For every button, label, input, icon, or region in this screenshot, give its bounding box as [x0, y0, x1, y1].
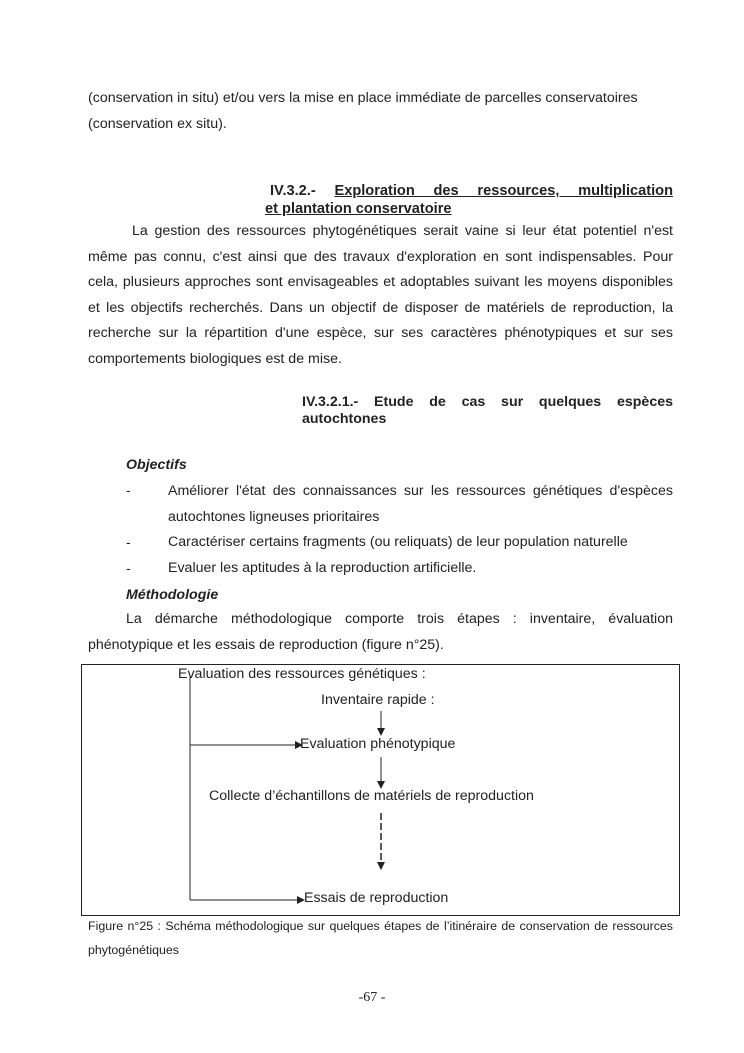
exploration-paragraph: La gestion des ressources phytogénétiques serait vaine si leur état potentiel n'est même pas connu, c'est ainsi que des travaux d'exploration en sont indispensables. Pour cela, plusieurs approches sont envisageables et adoptables suivant les moyens disponibles et les objectifs recherchés. Dans un objectif de disposer de matériels de reproduction, la recherche sur la répartition d'une espèce, sur ses caractères phénotypiques et sur ses comportements biologiques est de mise.: [88, 223, 673, 367]
subsection-heading-line-1: IV.3.2.1.- Etude de cas sur quelques espèces: [302, 394, 673, 410]
diagram-root-label: Evaluation des ressources génétiques :: [178, 666, 426, 682]
section-title-part-2: et plantation conservatoire: [265, 201, 452, 217]
objectif-item-1: Améliorer l'état des connaissances sur les ressources génétiques d'espèces autochtones ligneuses prioritaires: [168, 483, 673, 525]
figure-caption: Figure n°25 : Schéma méthodologique sur quelques étapes de l’itinéraire de conservation de ressources phytogénétiques: [88, 919, 673, 957]
page-number: -67 -: [358, 990, 386, 1005]
objectif-item-3: Evaluer les aptitudes à la reproduction artificielle.: [168, 560, 477, 576]
section-heading-line-1: [270, 183, 673, 200]
subsection-heading-line-2: autochtones: [302, 411, 387, 427]
objectif-item-2: Caractériser certains fragments (ou reliquats) de leur population naturelle: [168, 534, 628, 550]
methodology-diagram: [81, 664, 680, 916]
objectif-dash-2: -: [126, 535, 131, 551]
objectif-dash-1: -: [126, 483, 131, 499]
section-number: IV.3.2.-: [270, 183, 316, 199]
diagram-step-collecte: Collecte d’échantillons de matériels de reproduction: [209, 788, 534, 804]
methodologie-title: Méthodologie: [126, 587, 219, 603]
section-title-part-1: Exploration des ressources, multiplication: [334, 183, 673, 199]
methodologie-paragraph: La démarche méthodologique comporte trois étapes : inventaire, évaluation phénotypique et les essais de reproduction (figure n°25).: [88, 611, 673, 653]
objectifs-title: Objectifs: [126, 457, 187, 473]
diagram-step-essais: Essais de reproduction: [304, 890, 449, 906]
intro-line-1: (conservation in situ) et/ou vers la mise en place immédiate de parcelles conservatoires: [88, 90, 638, 106]
diagram-step-inventaire: Inventaire rapide :: [321, 692, 435, 708]
diagram-step-phenotypique: Evaluation phénotypique: [300, 736, 456, 752]
intro-paragraph: [88, 86, 673, 137]
section-heading-line-2: [265, 201, 452, 218]
intro-line-2: (conservation ex situ).: [88, 115, 227, 132]
objectif-dash-3: -: [126, 561, 131, 577]
